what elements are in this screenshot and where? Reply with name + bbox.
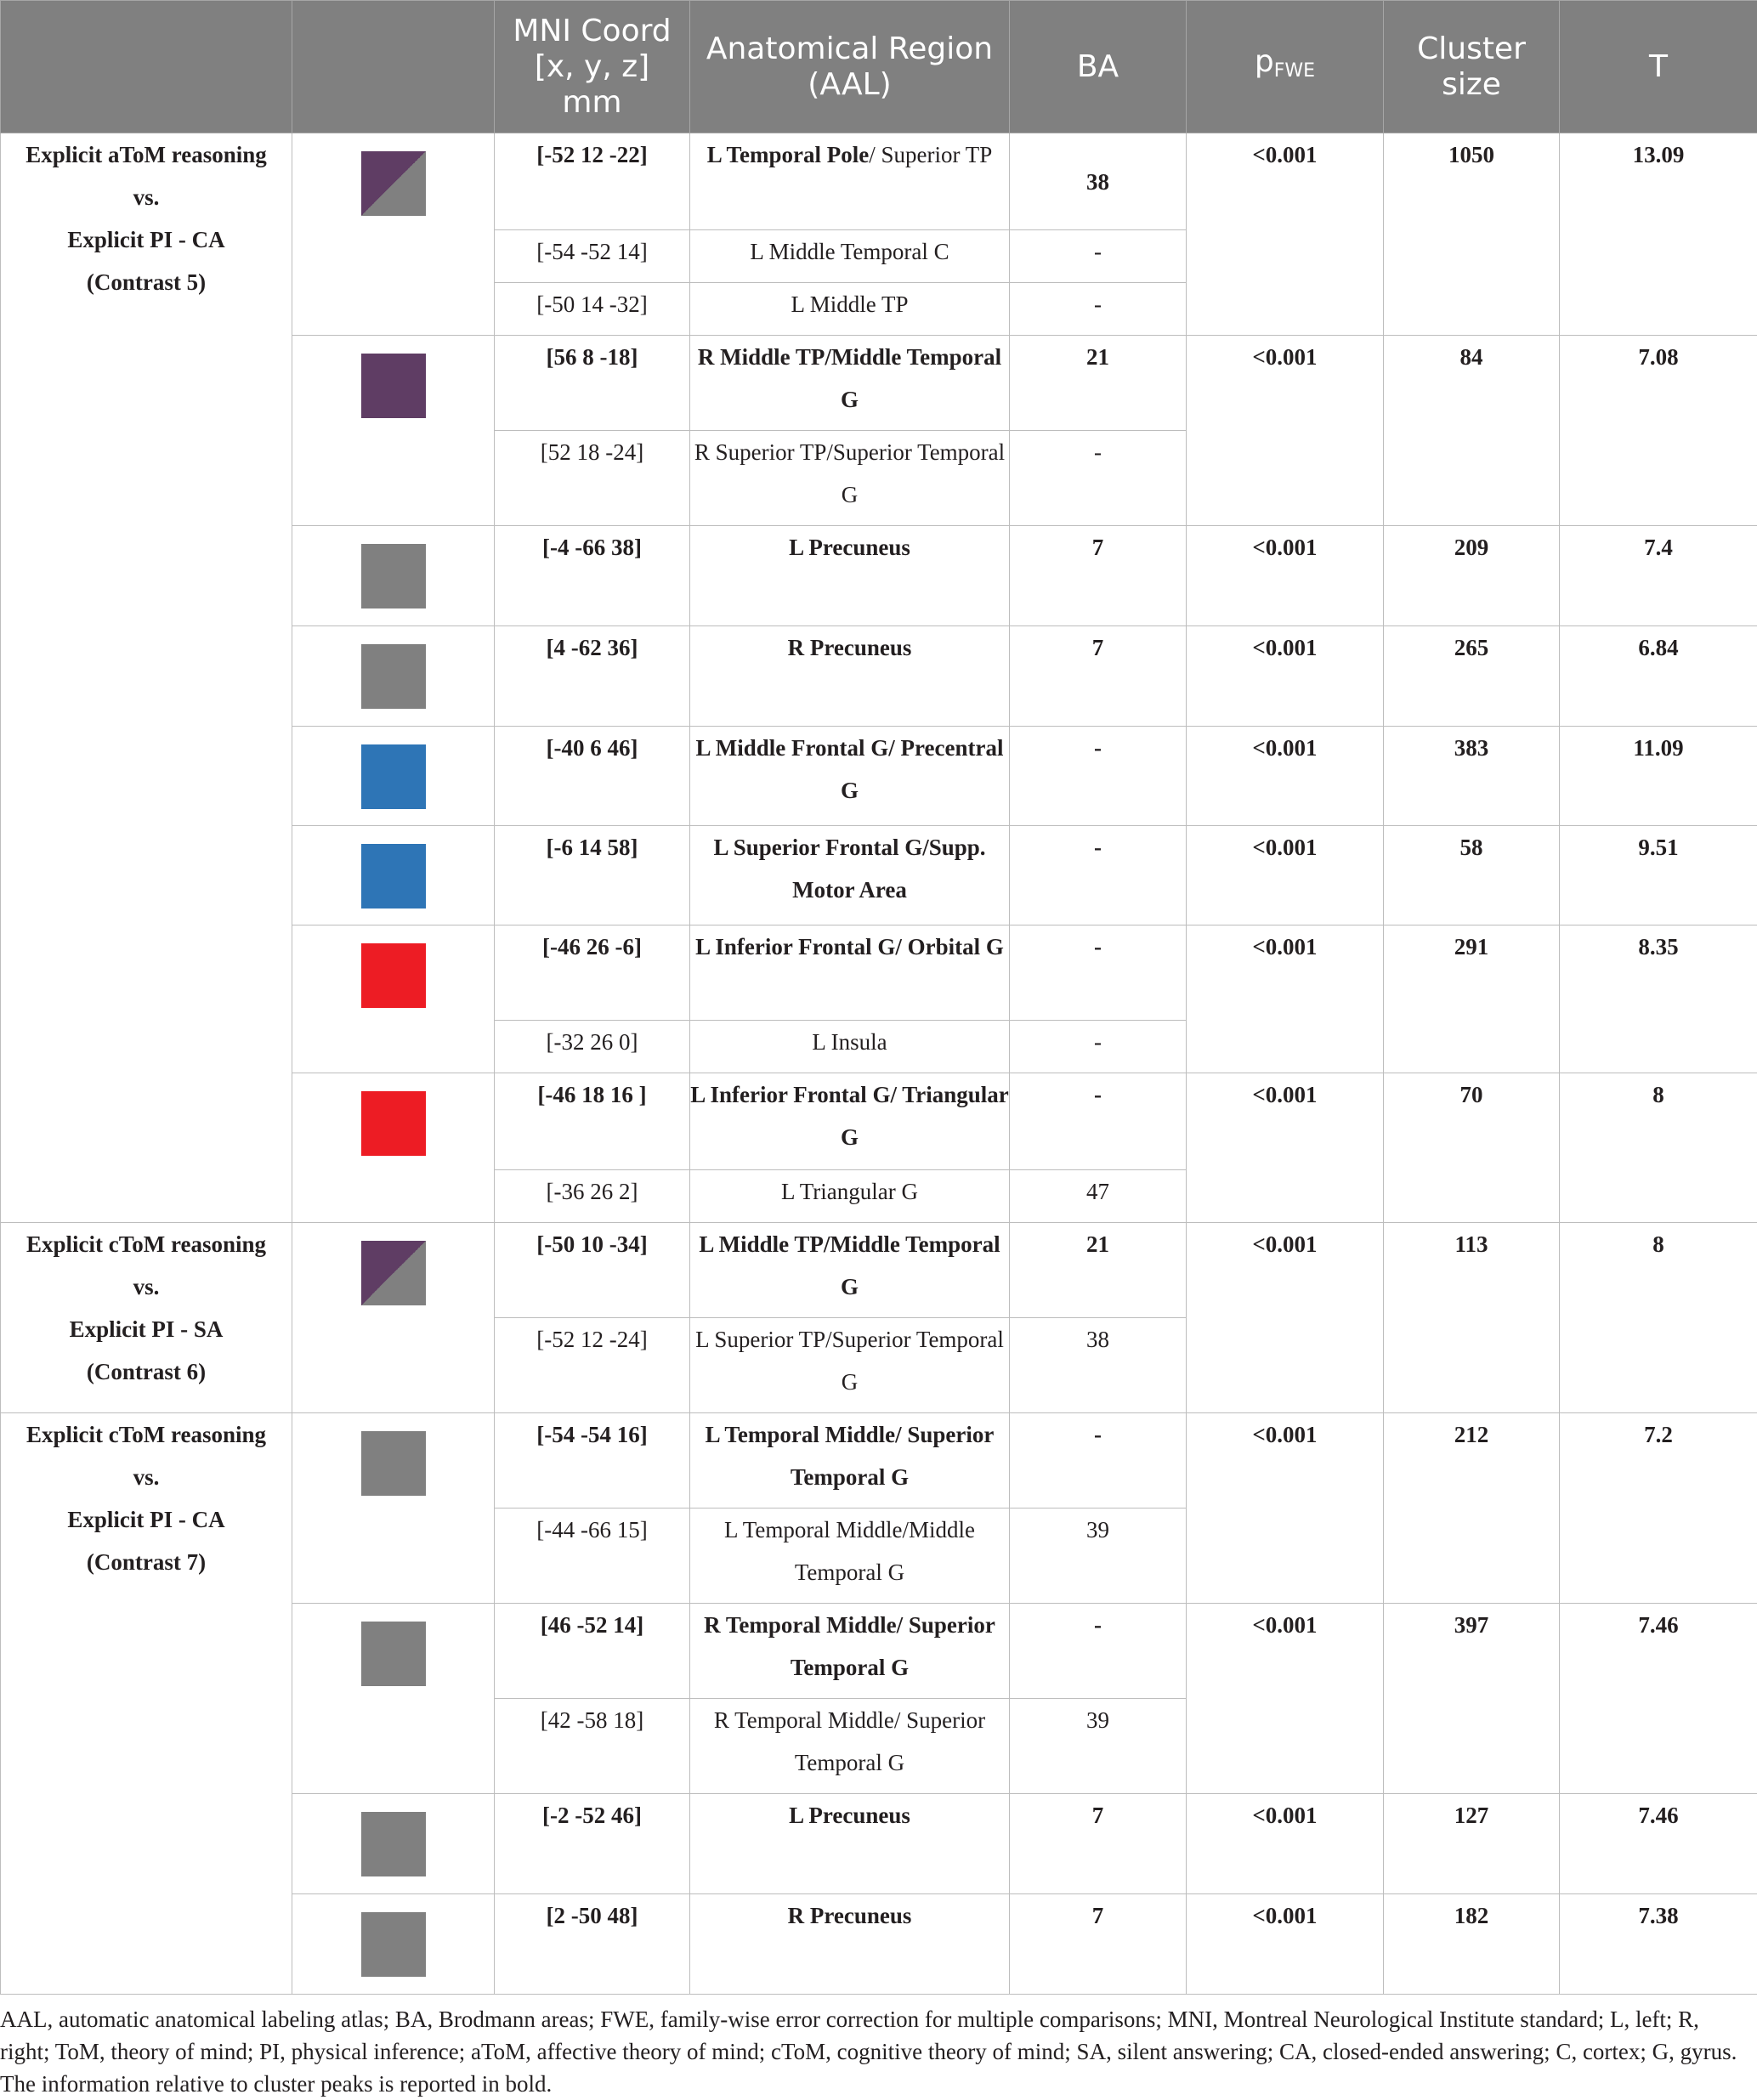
table-footnote: AAL, automatic anatomical labeling atlas; BA, Brodmann areas; FWE, family-wise error correction for multiple comparisons; MNI, Montreal Neurological Institute standard; L, left; R, right; ToM, theory of mind; PI, physical inference; aToM, affective theory of mind; cToM, cognitive theory of mind; SA, silent answering; CA, closed-ended answering; C, cortex; G, gyrus. The information relative to cluster peaks is reported in bold. — [0, 1995, 1743, 2100]
header-cluster-line1: Cluster — [1384, 31, 1559, 67]
ba-cell: 7 — [1010, 526, 1187, 626]
ba-cell: - — [1010, 1021, 1187, 1073]
size-cell: 127 — [1384, 1794, 1560, 1894]
ba-cell: - — [1010, 431, 1187, 526]
contrast-line: vs. — [1, 176, 292, 218]
gray-swatch-icon — [361, 644, 426, 709]
color-cell — [292, 1223, 495, 1413]
coord-cell: [-50 14 -32] — [495, 283, 690, 336]
size-cell: 383 — [1384, 727, 1560, 826]
gray-swatch-icon — [361, 1622, 426, 1686]
color-cell — [292, 1413, 495, 1604]
ba-cell: 38 — [1010, 1318, 1187, 1413]
table-row — [1, 1223, 1757, 1318]
t-cell: 6.84 — [1560, 626, 1757, 727]
coord-cell: [-54 -52 14] — [495, 230, 690, 283]
ba-cell: - — [1010, 727, 1187, 826]
size-cell: 58 — [1384, 826, 1560, 925]
region-cell: R Middle TP/Middle Temporal G — [690, 336, 1010, 431]
header-color — [292, 1, 495, 133]
region-cell: R Precuneus — [690, 1894, 1010, 1995]
t-cell: 13.09 — [1560, 133, 1757, 336]
color-cell — [292, 1794, 495, 1894]
size-cell: 397 — [1384, 1604, 1560, 1794]
coord-cell: [-2 -52 46] — [495, 1794, 690, 1894]
p-cell: <0.001 — [1187, 1073, 1384, 1223]
contrast-line: Explicit cToM reasoning — [1, 1223, 292, 1265]
region-cell: L Insula — [690, 1021, 1010, 1073]
size-cell: 113 — [1384, 1223, 1560, 1413]
p-cell: <0.001 — [1187, 1413, 1384, 1604]
t-cell: 7.46 — [1560, 1604, 1757, 1794]
ba-cell: 21 — [1010, 1223, 1187, 1318]
size-cell: 84 — [1384, 336, 1560, 526]
contrast-line: Explicit PI - SA — [1, 1308, 292, 1350]
p-cell: <0.001 — [1187, 826, 1384, 925]
red-swatch-icon — [361, 1091, 426, 1156]
t-cell: 11.09 — [1560, 727, 1757, 826]
size-cell: 265 — [1384, 626, 1560, 727]
purple-gray-swatch-icon — [361, 1241, 426, 1305]
contrast-line: (Contrast 7) — [1, 1541, 292, 1583]
header-region — [690, 1, 1010, 133]
region-cell: L Precuneus — [690, 1794, 1010, 1894]
p-cell: <0.001 — [1187, 526, 1384, 626]
header-cluster-line2: size — [1384, 67, 1559, 103]
coord-cell: [46 -52 14] — [495, 1604, 690, 1699]
coord-cell: [-52 12 -22] — [495, 133, 690, 230]
purple-swatch-icon — [361, 354, 426, 418]
header-t: T — [1560, 1, 1757, 133]
t-cell: 7.38 — [1560, 1894, 1757, 1995]
region-cell: L Middle TP/Middle Temporal G — [690, 1223, 1010, 1318]
blue-swatch-icon — [361, 744, 426, 809]
header-region-line2: (AAL) — [690, 67, 1009, 103]
p-cell: <0.001 — [1187, 727, 1384, 826]
color-cell — [292, 133, 495, 336]
size-cell: 70 — [1384, 1073, 1560, 1223]
contrast-label — [1, 1413, 292, 1995]
region-cell: L Temporal Middle/Middle Temporal G — [690, 1508, 1010, 1604]
contrast-line: Explicit cToM reasoning — [1, 1413, 292, 1456]
region-cell: L Superior Frontal G/Supp. Motor Area — [690, 826, 1010, 925]
header-pfwe — [1187, 1, 1384, 133]
contrast-line: Explicit PI - CA — [1, 1498, 292, 1541]
t-cell: 8 — [1560, 1073, 1757, 1223]
ba-cell: 7 — [1010, 626, 1187, 727]
ba-cell: - — [1010, 1604, 1187, 1699]
size-cell: 182 — [1384, 1894, 1560, 1995]
header-ba: BA — [1010, 1, 1187, 133]
color-cell — [292, 1604, 495, 1794]
color-cell — [292, 626, 495, 727]
gray-swatch-icon — [361, 1912, 426, 1977]
contrast-line: (Contrast 5) — [1, 261, 292, 303]
header-row — [1, 1, 1757, 133]
size-cell: 1050 — [1384, 133, 1560, 336]
region-cell — [690, 133, 1010, 230]
region-cell: R Temporal Middle/ Superior Temporal G — [690, 1604, 1010, 1699]
region-cell: L Triangular G — [690, 1170, 1010, 1223]
t-cell: 9.51 — [1560, 826, 1757, 925]
p-cell: <0.001 — [1187, 133, 1384, 336]
region-cell: L Inferior Frontal G/ Triangular G — [690, 1073, 1010, 1170]
gray-swatch-icon — [361, 1431, 426, 1496]
purple-gray-swatch-icon — [361, 151, 426, 216]
gray-swatch-icon — [361, 544, 426, 608]
t-cell: 7.4 — [1560, 526, 1757, 626]
color-cell — [292, 826, 495, 925]
region-cell: R Precuneus — [690, 626, 1010, 727]
table-row — [1, 1413, 1757, 1508]
region-cell: L Precuneus — [690, 526, 1010, 626]
ba-cell: 39 — [1010, 1699, 1187, 1794]
red-swatch-icon — [361, 943, 426, 1008]
contrast-line: vs. — [1, 1265, 292, 1308]
ba-cell: - — [1010, 1073, 1187, 1170]
coord-cell: [-54 -54 16] — [495, 1413, 690, 1508]
p-cell: <0.001 — [1187, 336, 1384, 526]
contrast-label — [1, 1223, 292, 1413]
region-bold: L Temporal Pole — [707, 142, 870, 167]
coord-cell: [42 -58 18] — [495, 1699, 690, 1794]
size-cell: 212 — [1384, 1413, 1560, 1604]
ba-cell: 7 — [1010, 1894, 1187, 1995]
region-cell: L Inferior Frontal G/ Orbital G — [690, 925, 1010, 1021]
t-cell: 8 — [1560, 1223, 1757, 1413]
ba-cell: 38 — [1010, 133, 1187, 230]
region-cell: L Temporal Middle/ Superior Temporal G — [690, 1413, 1010, 1508]
header-mni-line1: MNI Coord — [495, 14, 689, 49]
t-cell: 7.46 — [1560, 1794, 1757, 1894]
p-cell: <0.001 — [1187, 1894, 1384, 1995]
header-contrast — [1, 1, 292, 133]
color-cell — [292, 727, 495, 826]
coord-cell: [-6 14 58] — [495, 826, 690, 925]
coord-cell: [-46 18 16 ] — [495, 1073, 690, 1170]
contrast-line: Explicit PI - CA — [1, 218, 292, 261]
header-mni-line2: [x, y, z] — [495, 49, 689, 85]
header-region-line1: Anatomical Region — [690, 31, 1009, 67]
coord-cell: [56 8 -18] — [495, 336, 690, 431]
size-cell: 291 — [1384, 925, 1560, 1073]
header-p-subscript: FWE — [1274, 60, 1315, 82]
contrast-line: (Contrast 6) — [1, 1350, 292, 1393]
region-cell: L Middle Frontal G/ Precentral G — [690, 727, 1010, 826]
ba-cell: - — [1010, 925, 1187, 1021]
contrast-line: vs. — [1, 1456, 292, 1498]
p-cell: <0.001 — [1187, 626, 1384, 727]
t-cell: 7.08 — [1560, 336, 1757, 526]
region-cell: R Superior TP/Superior Temporal G — [690, 431, 1010, 526]
ba-cell: 7 — [1010, 1794, 1187, 1894]
ba-cell: 39 — [1010, 1508, 1187, 1604]
coord-cell: [-46 26 -6] — [495, 925, 690, 1021]
color-cell — [292, 526, 495, 626]
ba-cell: - — [1010, 230, 1187, 283]
coord-cell: [-40 6 46] — [495, 727, 690, 826]
region-cell: L Middle Temporal C — [690, 230, 1010, 283]
coord-cell: [4 -62 36] — [495, 626, 690, 727]
header-mni — [495, 1, 690, 133]
p-cell: <0.001 — [1187, 1604, 1384, 1794]
coord-cell: [-44 -66 15] — [495, 1508, 690, 1604]
coord-cell: [-50 10 -34] — [495, 1223, 690, 1318]
region-cell: L Middle TP — [690, 283, 1010, 336]
ba-cell: - — [1010, 826, 1187, 925]
contrast-label — [1, 133, 292, 1223]
p-cell: <0.001 — [1187, 1223, 1384, 1413]
coord-cell: [52 18 -24] — [495, 431, 690, 526]
ba-cell: - — [1010, 1413, 1187, 1508]
t-cell: 8.35 — [1560, 925, 1757, 1073]
contrast-line: Explicit aToM reasoning — [1, 133, 292, 176]
p-cell: <0.001 — [1187, 1794, 1384, 1894]
color-cell — [292, 925, 495, 1073]
size-cell: 209 — [1384, 526, 1560, 626]
region-cell: R Temporal Middle/ Superior Temporal G — [690, 1699, 1010, 1794]
coord-cell: [-32 26 0] — [495, 1021, 690, 1073]
coord-cell: [-36 26 2] — [495, 1170, 690, 1223]
coord-cell: [2 -50 48] — [495, 1894, 690, 1995]
header-mni-line3: mm — [495, 85, 689, 121]
p-cell: <0.001 — [1187, 925, 1384, 1073]
table-row — [1, 133, 1757, 230]
blue-swatch-icon — [361, 844, 426, 908]
t-cell: 7.2 — [1560, 1413, 1757, 1604]
ba-cell: 47 — [1010, 1170, 1187, 1223]
color-cell — [292, 336, 495, 526]
ba-cell: - — [1010, 283, 1187, 336]
coord-cell: [-4 -66 38] — [495, 526, 690, 626]
gray-swatch-icon — [361, 1812, 426, 1876]
region-rest: / Superior TP — [869, 142, 992, 167]
coord-cell: [-52 12 -24] — [495, 1318, 690, 1413]
region-cell: L Superior TP/Superior Temporal G — [690, 1318, 1010, 1413]
color-cell — [292, 1073, 495, 1223]
ba-cell: 21 — [1010, 336, 1187, 431]
header-cluster-size — [1384, 1, 1560, 133]
color-cell — [292, 1894, 495, 1995]
header-p: p — [1255, 44, 1274, 79]
